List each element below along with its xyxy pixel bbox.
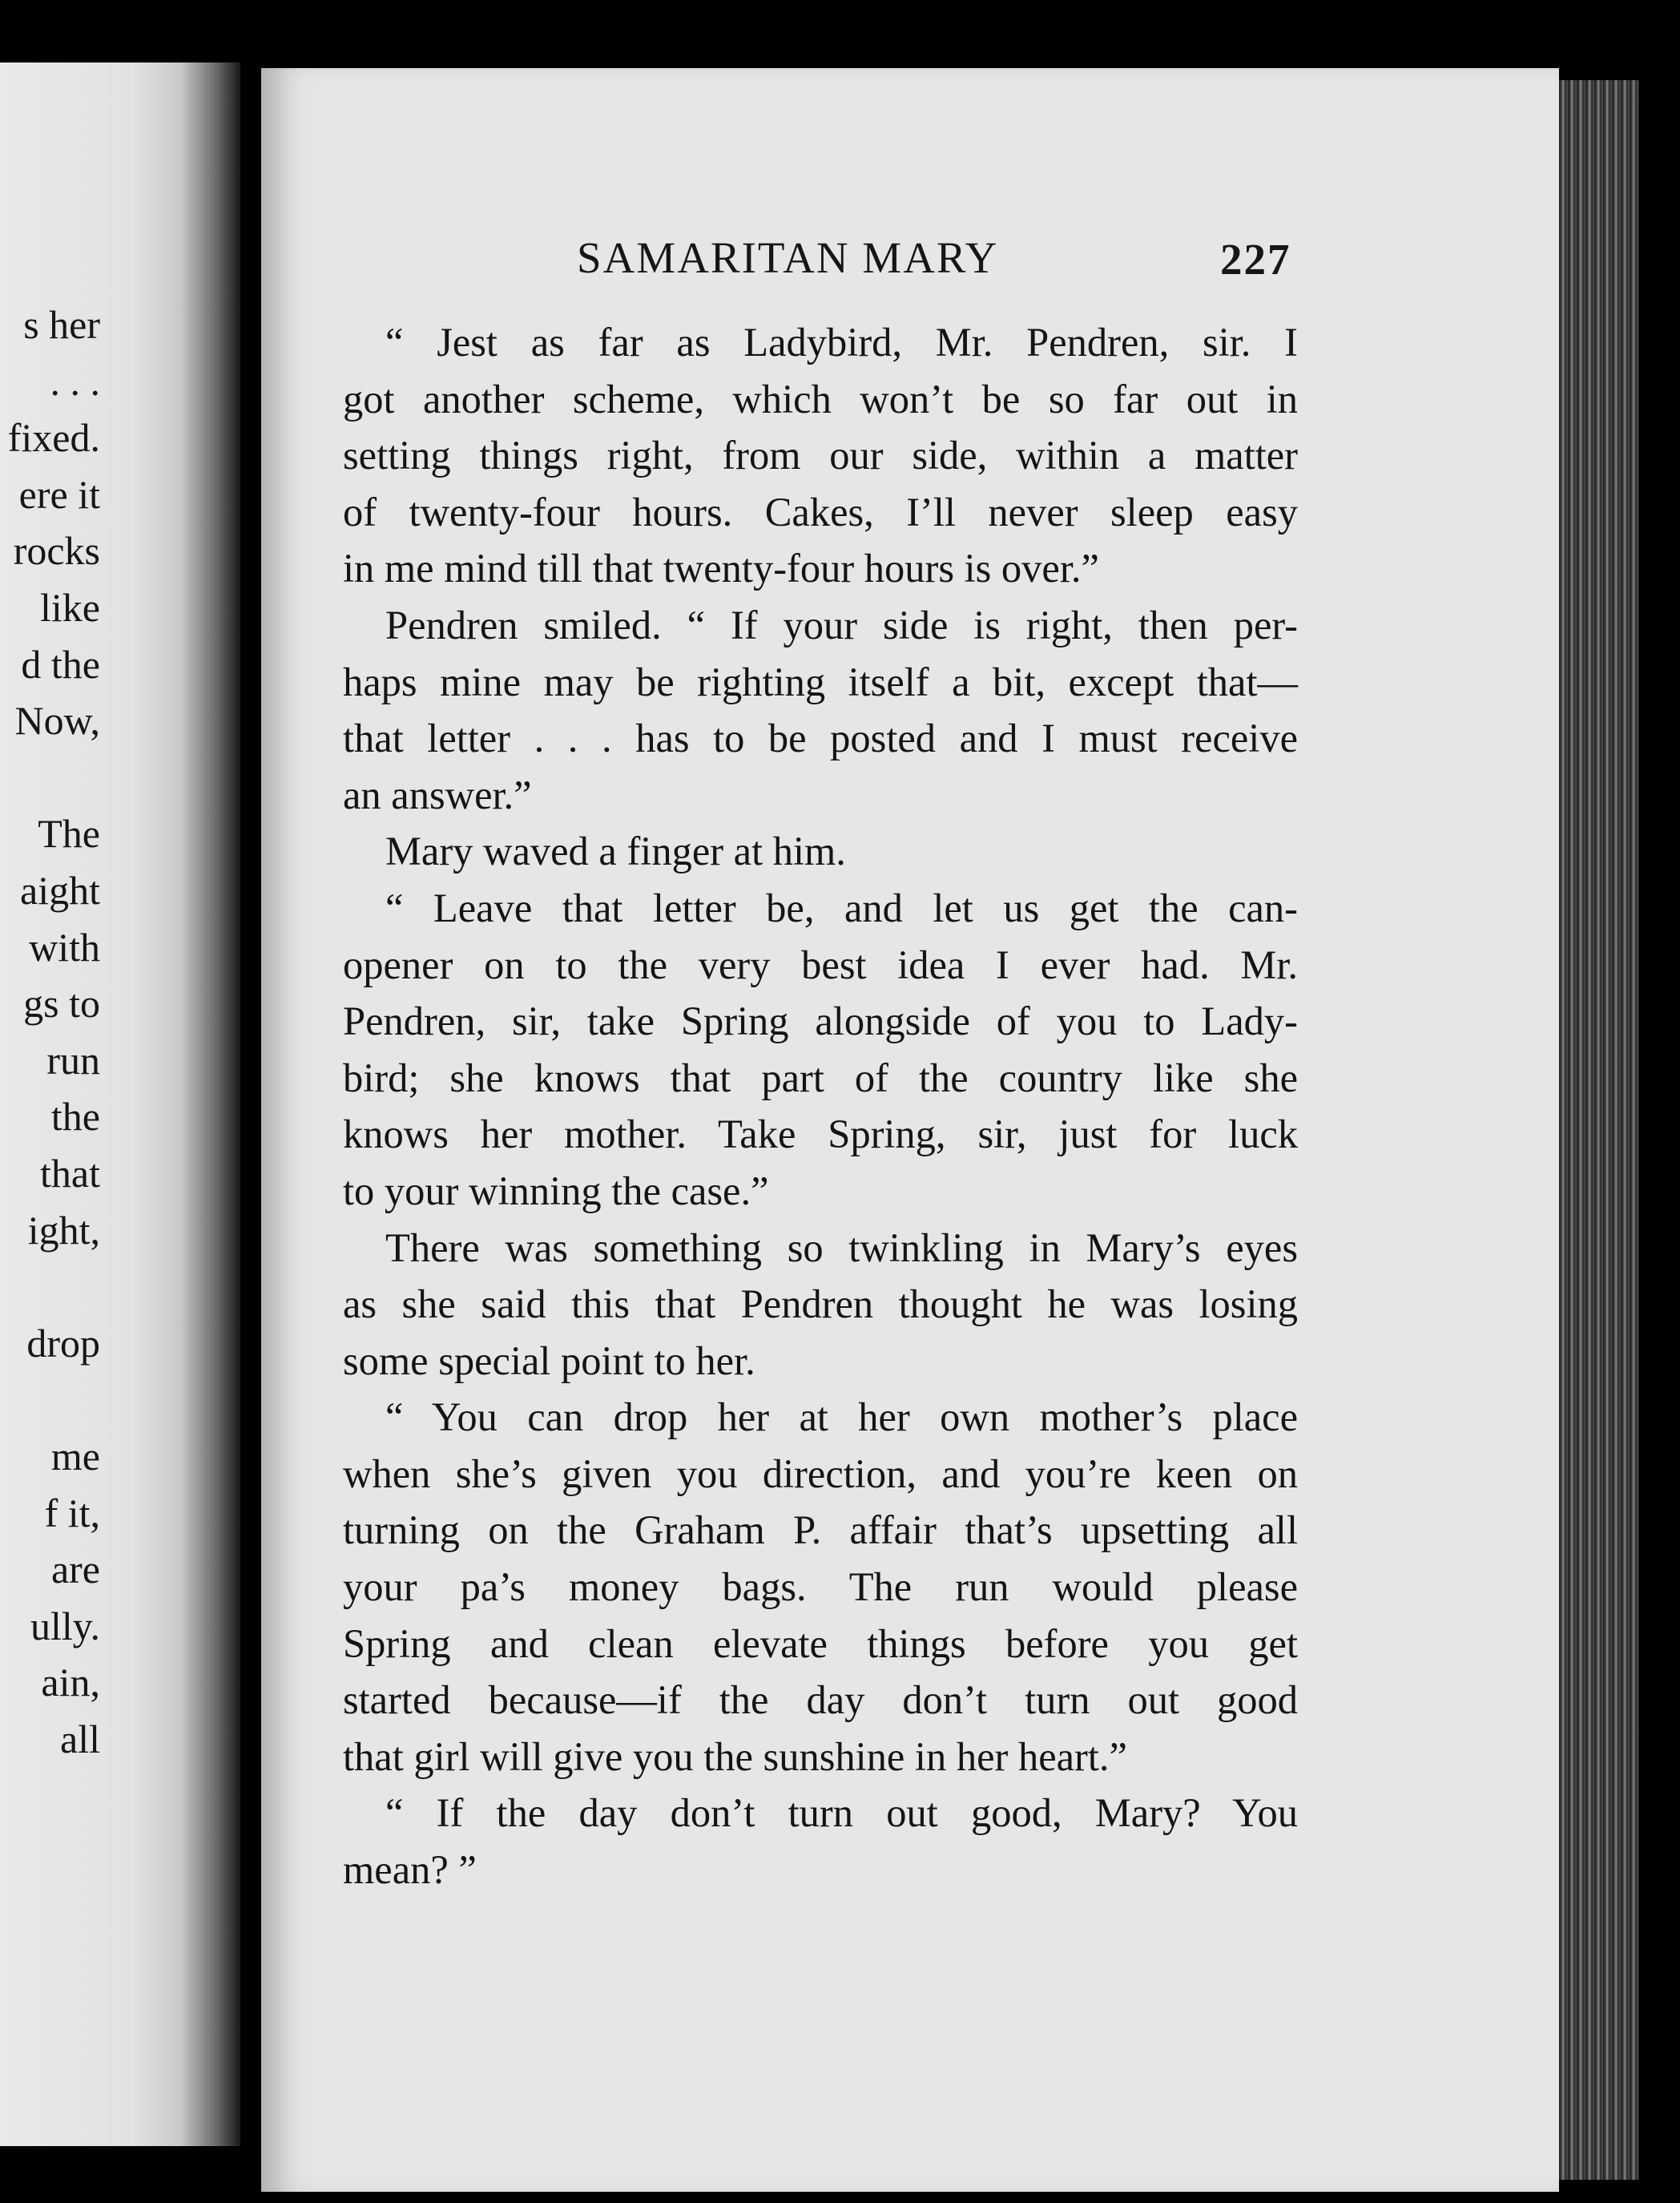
text-line: some special point to her. [343,1338,755,1383]
facing-page-line: ight, [27,1207,100,1253]
facing-page-line: the [50,1094,100,1140]
facing-page-line: d the [21,641,100,687]
facing-page-line: ully. [30,1603,100,1648]
text-line: “ If the day don’t turn out good, Mary? You [385,1790,1298,1836]
facing-page-line: aight [20,868,100,913]
page-number: 227 [1220,235,1291,284]
text-line: of twenty-four hours. Cakes, I’ll never sleep easy [343,489,1298,535]
text-line: bird; she knows that part of the country like she [343,1055,1298,1100]
text-line: Pendren smiled. “ If your side is right, then per- [385,602,1298,648]
facing-page [0,63,240,2146]
text-line: opener on to the very best idea I ever had. Mr. [343,942,1298,987]
body-text [343,314,1298,1898]
text-line: Pendren, sir, take Spring alongside of you to Lady- [343,999,1298,1044]
text-line: “ Jest as far as Ladybird, Mr. Pendren, sir. I [385,320,1298,365]
text-line: as she said this that Pendren thought he was losing [343,1281,1298,1327]
facing-page-line: f it, [44,1490,100,1535]
text-line: mean? ” [343,1847,477,1893]
facing-page-line: s her [23,302,100,347]
text-line: your pa’s money bags. The run would please [343,1564,1298,1610]
facing-page-line: ain, [41,1660,100,1705]
text-line: an answer.” [343,772,532,817]
text-line: in me mind till that twenty-four hours is over.” [343,546,1099,591]
running-head: SAMARITAN MARY [577,233,999,282]
text-line: turning on the Graham P. affair that’s upsetting all [343,1507,1298,1553]
text-line: started because—if the day don’t turn out good [343,1677,1298,1723]
facing-page-line: run [46,1037,100,1083]
facing-page-line: are [50,1547,100,1592]
text-line: “ Leave that letter be, and let us get the can- [385,885,1298,930]
facing-page-line: like [40,585,100,630]
facing-page-line: with [29,924,100,970]
facing-page-line: drop [26,1320,100,1366]
text-line: There was something so twinkling in Mary’s eyes [385,1225,1298,1270]
text-line: Spring and clean elevate things before you get [343,1620,1298,1666]
facing-page-line: . . . [50,358,100,404]
facing-page-line: that [40,1151,100,1196]
facing-page-line: gs to [23,981,100,1027]
text-line: “ You can drop her at her own mother’s place [385,1394,1298,1440]
text-line: Mary waved a finger at him. [385,829,846,874]
text-line: got another scheme, which won’t be so far out in [343,376,1298,422]
facing-page-line: ere it [18,471,100,517]
page-edges [1559,80,1639,2180]
facing-page-line: all [60,1717,100,1761]
text-line: haps mine may be righting itself a bit, except that— [343,659,1298,704]
facing-page-line: Now, [14,698,100,744]
facing-page-line: fixed. [7,415,100,461]
text-line: to your winning the case.” [343,1168,769,1213]
facing-page-line: me [50,1434,100,1479]
text-line: that girl will give you the sunshine in her heart.” [343,1733,1127,1779]
facing-page-line: rocks [13,528,100,574]
text-line: knows her mother. Take Spring, sir, just for luck [343,1112,1298,1157]
facing-page-line: The [38,811,100,857]
text-line: that letter . . . has to be posted and I must receive [343,716,1298,761]
text-line: when she’s given you direction, and you’re keen on [343,1451,1298,1496]
text-line: setting things right, from our side, within a matter [343,433,1298,478]
